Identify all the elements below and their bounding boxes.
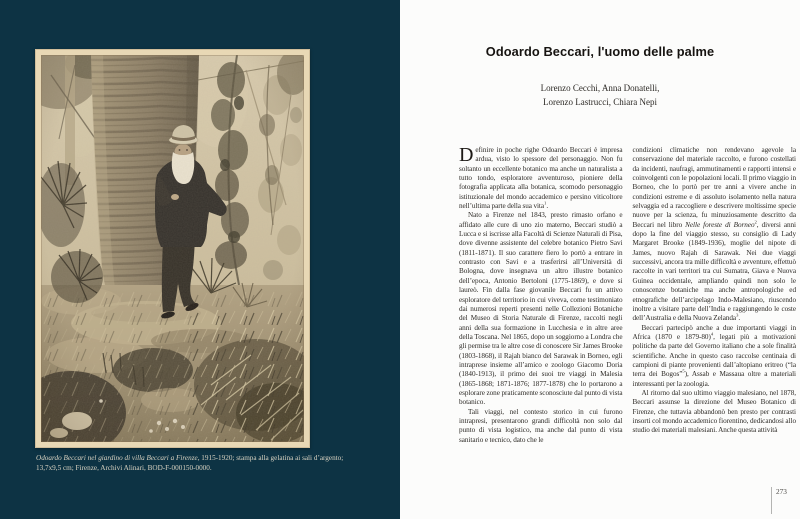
paragraph bbox=[459, 146, 623, 211]
page-number: 273 bbox=[776, 487, 787, 496]
footnote-ref: 3 bbox=[736, 312, 739, 318]
footnote-ref: 5 bbox=[682, 368, 685, 374]
text-segment: efinire in poche righe Odoardo Beccari è impresa ardua, visto lo spessore del personaggio. Non fu soltanto un eccellente botanico ma anche un naturalista a tutto tondo, esploratore avventuroso, pioniere della fotografia applicata alla botanica, scomodo personaggio istituzionale del mondo accademico e persino viticoltore nell’ultima parte della sua vita bbox=[459, 146, 623, 211]
photo-caption bbox=[36, 454, 354, 473]
page-number-block bbox=[771, 487, 787, 514]
article-title: Odoardo Beccari, l'uomo delle palme bbox=[485, 44, 715, 59]
paragraph bbox=[633, 146, 797, 324]
photo-caption-details: , 1915-1920; stampa alla gelatina ai sali d’argento; 13,7x9,5 cm; Firenze, Archivi Alinari, BOD-F-000150-0000. bbox=[36, 454, 344, 472]
paragraph bbox=[633, 324, 797, 389]
text-column-1 bbox=[459, 146, 623, 487]
text-segment: Nato a Firenze nel 1843, presto rimasto orfano e affidato alle cure di uno zio materno, Beccari studiò a Lucca e si iscrisse alla Facoltà di Scienze Naturali di Pisa, dove divenne assistente del celebre botanico Pietro Savi (1811-1871). Il suo carattere fiero lo portò a entrare in contrasto con Savi e a trasferirsi all’Università di Bologna, dove insegnava un altro illustre botanico dell’epoca, Antonio Bertoloni (1775-1869), e dove si laureò. Fin dalla fase giovanile Beccari fu un attivo esploratore del territorio in cui viveva, come testimoniato dai numerosi reperti presenti nelle Collezioni Botaniche del Museo di Storia Naturale di Firenze, raccolti negli anni della sua formazione in Lucchesia e in altre aree della Toscana. Nel 1865, dopo un soggiorno a Londra che gli permise tra le altre cose di conoscere Sir James Brooke (1803-1868), il Rajah bianco del Sarawak in Borneo, egli intraprese insieme all’amico e zoologo Giacomo Doria (1840-1913), il primo dei suoi tre viaggi in Malesia (1865-1868; 1871-1876; 1877-1878) che lo portarono a esplorare zone praticamente sconosciute dal punto di vista botanico. bbox=[459, 211, 623, 407]
beccari-photo-image bbox=[41, 55, 304, 442]
authors-line-2: Lorenzo Lastrucci, Chiara Nepi bbox=[543, 96, 657, 107]
beccari-photo-mount bbox=[35, 49, 310, 448]
article-authors bbox=[428, 82, 772, 109]
text-segment: . bbox=[546, 202, 549, 211]
text-column-2 bbox=[633, 146, 797, 487]
paragraph bbox=[633, 389, 797, 436]
book-title: Nelle foreste di Borneo bbox=[685, 220, 755, 229]
photo-caption-title: Odoardo Beccari nel giardino di villa Beccari a Firenze bbox=[36, 454, 198, 462]
article-body bbox=[459, 146, 796, 487]
footnote-ref: 4 bbox=[710, 331, 714, 337]
right-page bbox=[400, 0, 800, 519]
text-segment: , legati più a motivazioni politiche da parte del Governo italiano che a sole finalità scientifiche. Anche in questo caso raccolse centinaia di campioni di piante provenienti dall’altopiano eritreo (“la terra dei Bogos” bbox=[632, 332, 796, 379]
text-segment: Tali viaggi, nel contesto storico in cui furono intrapresi, presentarono grandi difficoltà non solo dal punto di vista logistico, ma anche dal punto di vista sanitario e tecnico, dato che le bbox=[459, 407, 623, 444]
paragraph bbox=[459, 211, 623, 407]
paragraph bbox=[459, 408, 623, 445]
photo-grain bbox=[41, 55, 304, 442]
text-segment: Beccari partecipò anche a due importanti viaggi in Africa (1870 e 1879-80) bbox=[632, 323, 796, 341]
text-segment: . bbox=[738, 314, 741, 323]
text-segment: ), Assab e Massaua oltre a materiali interessanti per la zoologia. bbox=[632, 370, 796, 388]
drop-cap: D bbox=[459, 146, 474, 166]
text-segment: condizioni climatiche non rendevano agevole la conservazione del materiale raccolto, e furono costellati da incidenti, naufragi, ammutinamenti e rapporti intensi e coinvolgenti con le popolazioni locali. Il primo viaggio in Borneo, che lo portò per tre anni a vivere anche in condizioni estreme e di assoluto isolamento nella natura selvaggia ed a raccogliere e descrivere moltissime specie nuove per la scienza, fu minuziosamente descritto da Beccari nel libro bbox=[632, 146, 796, 229]
text-segment: , diversi anni dopo la fine del viaggio stesso, su consiglio di Lady Margaret Brooke (1849-1936), moglie del nipote di James, nuovo Rajah di Sarawak. Nei due viaggi successivi, ancora tra mille difficoltà e avventure, effettuò raccolte in vari territori tra cui Sumatra, Giava e Nuova Guinea occidentale, ampliando quindi non solo le conoscenze botaniche ma anche antropologiche ed etnografiche dell’arcipelago Indo-Malesiano, riuscendo inoltre a visitare parte dell’India e raggiungendo le coste dell’Australia e della Nuova Zelanda bbox=[632, 220, 796, 323]
text-segment: Al ritorno dal suo ultimo viaggio malesiano, nel 1878, Beccari assunse la direzione del Museo Botanico di Firenze, che tuttavia abbandonò ben presto per contrasti insorti col mondo accademico fiorentino, dedicandosi allo studio dei materiali malesiani. Anche questa attività bbox=[632, 388, 796, 435]
authors-line-1: Lorenzo Cecchi, Anna Donatelli, bbox=[540, 83, 660, 93]
footnote-ref: 1 bbox=[544, 200, 547, 206]
folio-rule bbox=[771, 487, 772, 514]
footnote-ref: 2 bbox=[754, 219, 757, 225]
